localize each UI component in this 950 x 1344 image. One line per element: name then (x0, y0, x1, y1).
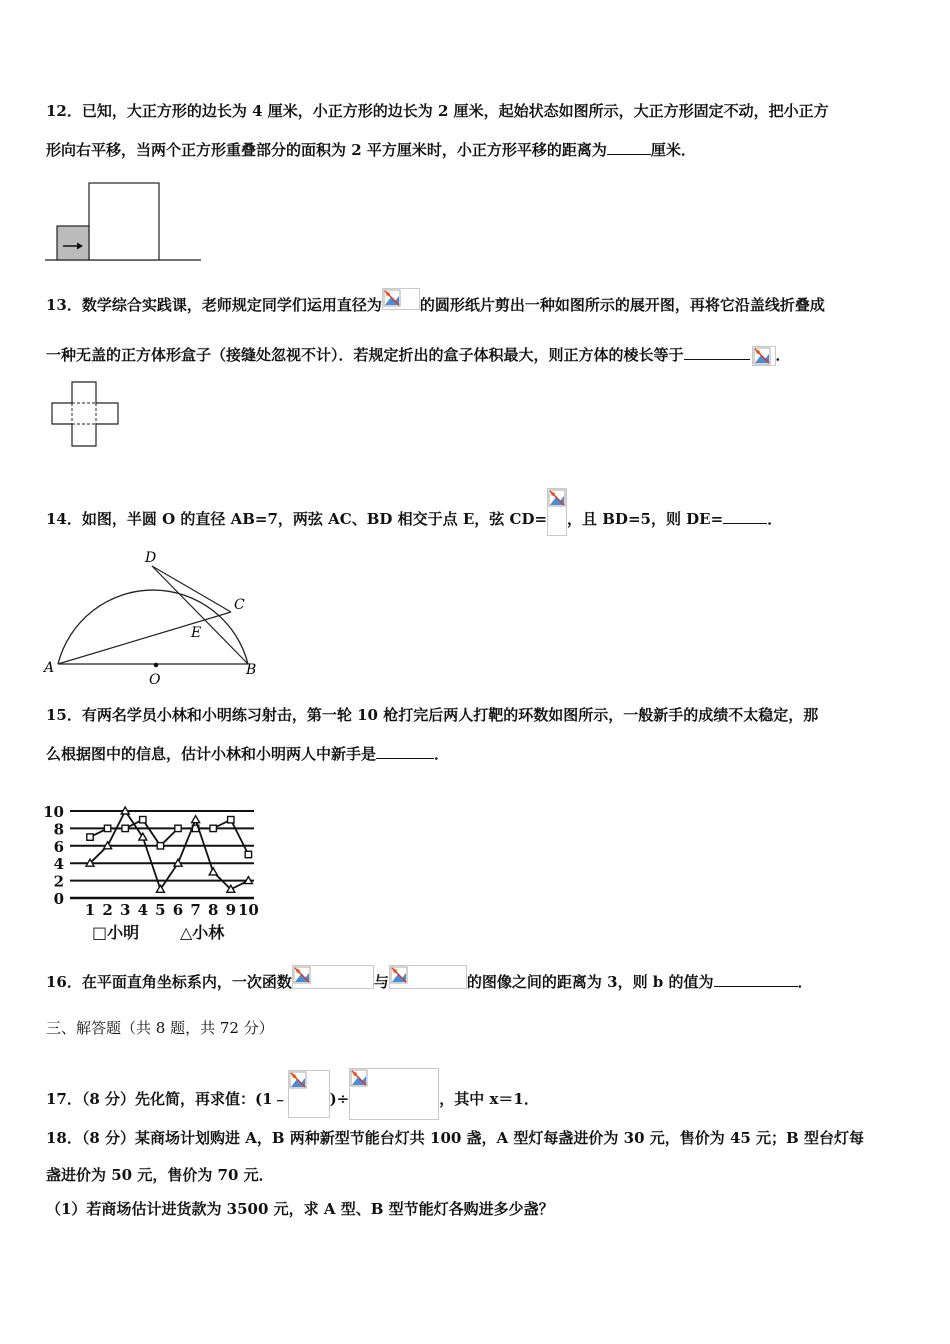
section3-heading: 三、解答题（共 8 题，共 72 分） (46, 1019, 274, 1037)
data-point-triangle (104, 842, 112, 849)
data-point-triangle (174, 859, 182, 866)
label-c: C (234, 597, 245, 613)
q16-text-d: ． (797, 973, 813, 991)
q13-text-line1b: 的圆形纸片剪出一种如图所示的展开图，再将它沿盖线折叠成 (419, 296, 825, 314)
broken-image-icon (389, 965, 467, 989)
q13-text-line2a: 一种无盖的正方体形盒子（接缝处忽视不计）．若规定折出的盒子体积最大，则正方体的棱长等于 (46, 346, 684, 364)
net-outline (52, 382, 118, 446)
q16-answer-blank[interactable] (714, 972, 798, 987)
x-tick-label: 6 (172, 901, 184, 919)
data-point-triangle (192, 816, 200, 823)
label-e: E (191, 625, 202, 641)
series-line-square (90, 820, 248, 855)
q15-text-line2b: ． (434, 745, 450, 763)
q14-text-b: ，且 BD=5，则 DE= (567, 510, 724, 528)
data-point-square (140, 817, 146, 823)
center-point (154, 663, 159, 668)
q15-shooting-chart (40, 796, 290, 948)
legend-xiaolin: △小林 (180, 923, 225, 942)
x-tick-label: 9 (225, 901, 237, 919)
q15-line2 (46, 744, 906, 764)
label-o: O (149, 672, 161, 688)
small-square (57, 226, 89, 260)
broken-image-icon (382, 288, 420, 310)
broken-image-icon (349, 1068, 439, 1120)
q12-squares-figure (44, 180, 204, 264)
broken-image-icon (292, 965, 374, 989)
broken-image-icon (547, 488, 567, 536)
x-tick-label: 1 (84, 901, 96, 919)
q15-text-line1: 有两名学员小林和小明练习射击，第一轮 10 枪打完后两人打靶的环数如图所示，一般新手的成绩不太稳定，那 (81, 706, 819, 724)
chord-cd (152, 566, 231, 612)
q15-text-line2a: 么根据图中的信息，估计小林和小明两人中新手是 (46, 745, 377, 763)
broken-image-icon (288, 1070, 330, 1118)
data-point-triangle (244, 877, 252, 884)
q12-line2 (46, 140, 906, 160)
x-tick-label: 3 (119, 901, 131, 919)
q14-text-c: ． (767, 510, 783, 528)
data-point-triangle (121, 807, 129, 814)
data-point-square (87, 834, 93, 840)
q17-line (46, 1068, 906, 1120)
broken-image-icon (752, 346, 776, 366)
y-tick-label: 8 (53, 820, 64, 839)
data-point-square (245, 851, 251, 857)
data-point-square (157, 843, 163, 849)
q17-number: 17． (46, 1090, 82, 1108)
q18-line1 (46, 1128, 906, 1148)
data-point-square (228, 817, 234, 823)
y-tick-label: 6 (53, 837, 64, 856)
x-tick-label: 5 (155, 901, 166, 919)
semicircle-arc (58, 590, 248, 664)
q18-text-line1: （8 分）某商场计划购进 A，B 两种新型节能台灯共 100 盏，A 型灯每盏进价为 30 元，售价为 45 元；B 型台灯每 (81, 1129, 864, 1147)
data-point-square (210, 825, 216, 831)
q18-part1: （1）若商场估计进货款为 3500 元，求 A 型、B 型节能灯各购进多少盏？ (46, 1200, 554, 1218)
x-tick-label: 7 (190, 901, 201, 919)
q13-text-line2b: ． (775, 346, 791, 364)
q12-text-line1: 已知，大正方形的边长为 4 厘米，小正方形的边长为 2 厘米，起始状态如图所示，大正方形固定不动，把小正方 (81, 102, 829, 120)
data-point-square (175, 825, 181, 831)
q12-line1 (46, 101, 906, 121)
q13-line1 (46, 295, 906, 315)
q12-text-line2a: 形向右平移，当两个正方形重叠部分的面积为 2 平方厘米时，小正方形平移的距离为 (46, 141, 607, 159)
q14-text-a: 如图，半圆 O 的直径 AB=7，两弦 AC、BD 相交于点 E，弦 CD= (81, 510, 548, 528)
q14-answer-blank[interactable] (723, 509, 767, 524)
q16-text-b: 与 (373, 973, 389, 991)
y-tick-label: 2 (53, 872, 64, 891)
q14-semicircle-figure (40, 548, 262, 688)
q15-line1 (46, 705, 906, 725)
q13-number: 13． (46, 296, 82, 314)
q13-answer-blank[interactable] (684, 345, 750, 360)
data-point-square (122, 825, 128, 831)
q16-number: 16． (46, 973, 82, 991)
q17-text-b: )÷ (329, 1090, 350, 1108)
q14-number: 14． (46, 510, 82, 528)
label-a: A (44, 660, 55, 676)
x-tick-label: 10 (237, 901, 259, 919)
y-tick-label: 4 (53, 855, 64, 874)
label-d: D (145, 550, 157, 566)
data-point-square (104, 825, 110, 831)
q15-number: 15． (46, 706, 82, 724)
q13-cube-net-figure (50, 380, 122, 450)
q15-answer-blank[interactable] (376, 744, 434, 759)
q16-text-a: 在平面直角坐标系内，一次函数 (81, 973, 292, 991)
q18-line2: 盏进价为 50 元，售价为 70 元． (46, 1166, 274, 1184)
q13-line2 (46, 345, 906, 366)
chord-bd (152, 566, 248, 664)
q12-answer-blank[interactable] (607, 140, 651, 155)
q18-number: 18． (46, 1129, 82, 1147)
x-tick-label: 4 (137, 901, 149, 919)
q12-number: 12． (46, 102, 82, 120)
q14-line (46, 488, 906, 536)
q12-text-line2b: 厘米． (650, 141, 696, 159)
x-tick-label: 8 (207, 901, 219, 919)
q13-text-line1a: 数学综合实践课，老师规定同学们运用直径为 (81, 296, 382, 314)
q17-text-c: ，其中 x＝1． (439, 1090, 539, 1108)
y-tick-label: 0 (53, 890, 64, 908)
label-b: B (246, 662, 257, 678)
q17-text-a: （8 分）先化简，再求值：(1﹣ (81, 1090, 288, 1108)
large-square (89, 183, 159, 260)
y-tick-label: 10 (43, 803, 64, 821)
x-tick-label: 2 (102, 901, 113, 919)
q16-text-c: 的图像之间的距离为 3，则 b 的值为 (466, 973, 714, 991)
q16-line (46, 972, 906, 992)
legend-xiaoming: □小明 (92, 923, 140, 942)
data-point-triangle (209, 868, 217, 875)
